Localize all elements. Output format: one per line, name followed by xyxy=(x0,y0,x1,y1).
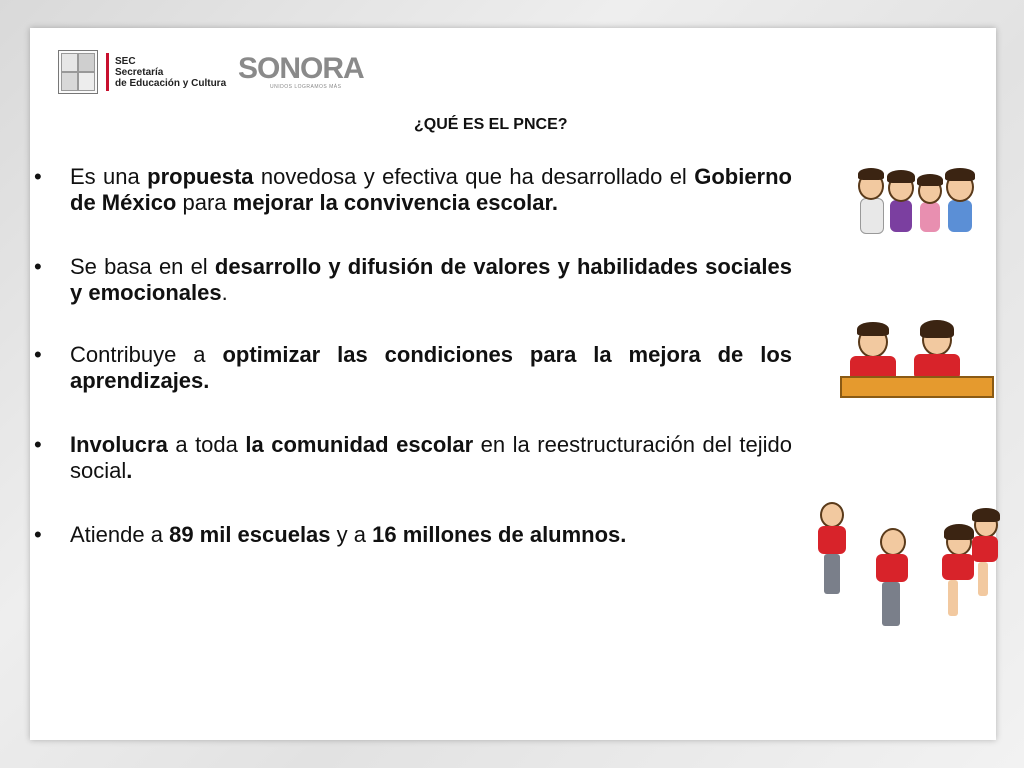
bullet-item-3 xyxy=(34,342,792,394)
bullet-text-part: para xyxy=(176,190,233,215)
slide xyxy=(30,28,996,740)
bullet-text-part: en la reestructuración del tejido social xyxy=(70,432,793,483)
sec-abbrev: SEC xyxy=(115,55,136,67)
bullet-item-5 xyxy=(34,522,792,548)
sonora-tagline: UNIDOS LOGRAMOS MÁS xyxy=(270,84,342,90)
bullet-text-part: Involucra xyxy=(70,432,168,457)
bullet-text xyxy=(70,432,792,483)
bullet-text-part: Es una xyxy=(70,164,148,189)
bullet-text-part: Atiende a xyxy=(70,522,170,547)
bullet-dot: • xyxy=(34,342,42,367)
bullet-text-part: Se basa en el xyxy=(70,254,215,279)
bullet-dot: • xyxy=(34,164,42,189)
sec-logo xyxy=(58,50,226,94)
bullet-text xyxy=(70,254,792,305)
running-children-illustration xyxy=(810,498,1000,640)
sonora-wordmark-text: SONORA xyxy=(238,52,364,85)
bullet-item-4 xyxy=(34,432,793,484)
bullet-text-part: Contribuye a xyxy=(70,342,223,367)
sonora-wordmark xyxy=(238,54,364,84)
bullet-text-part: novedosa y efectiva que ha desarrollado el xyxy=(253,164,695,189)
bullet-text-part: optimizar las condiciones para la mejora de los aprendizajes. xyxy=(70,342,792,393)
bullet-text-part: mejorar la convivencia escolar. xyxy=(232,190,558,215)
page-title: ¿QUÉ ES EL PNCE? xyxy=(414,116,568,133)
bullet-text-part: y a xyxy=(330,522,373,547)
bullet-text-part: a toda xyxy=(167,432,246,457)
bullet-text xyxy=(70,342,792,393)
sec-line1: Secretaría xyxy=(115,66,164,78)
sec-line2: de Educación y Cultura xyxy=(115,77,227,89)
bullet-text xyxy=(70,164,792,215)
sec-divider xyxy=(106,53,109,91)
bullet-text-part: . xyxy=(221,280,228,305)
bullet-text-part: Gobierno de México xyxy=(70,164,792,215)
bullet-text-part: la comunidad escolar xyxy=(245,432,474,457)
students-at-desk-illustration xyxy=(840,320,996,404)
bullet-text-part: 89 mil escuelas xyxy=(169,522,331,547)
bullet-text-part: propuesta xyxy=(147,164,254,189)
bullet-item-1 xyxy=(34,164,792,216)
bullet-dot: • xyxy=(34,432,42,457)
bullet-text-part: . xyxy=(126,458,133,483)
children-group-illustration xyxy=(856,164,980,242)
sec-text xyxy=(115,56,226,89)
bullet-dot: • xyxy=(34,254,42,279)
bullet-text xyxy=(70,522,626,547)
bullet-item-2 xyxy=(34,254,792,306)
sonora-logo xyxy=(238,54,364,90)
bullet-dot: • xyxy=(34,522,42,547)
state-seal-icon xyxy=(58,50,98,94)
bullet-text-part: desarrollo y difusión de valores y habilidades sociales y emocionales xyxy=(70,254,792,305)
bullet-text-part: 16 millones de alumnos. xyxy=(372,522,627,547)
